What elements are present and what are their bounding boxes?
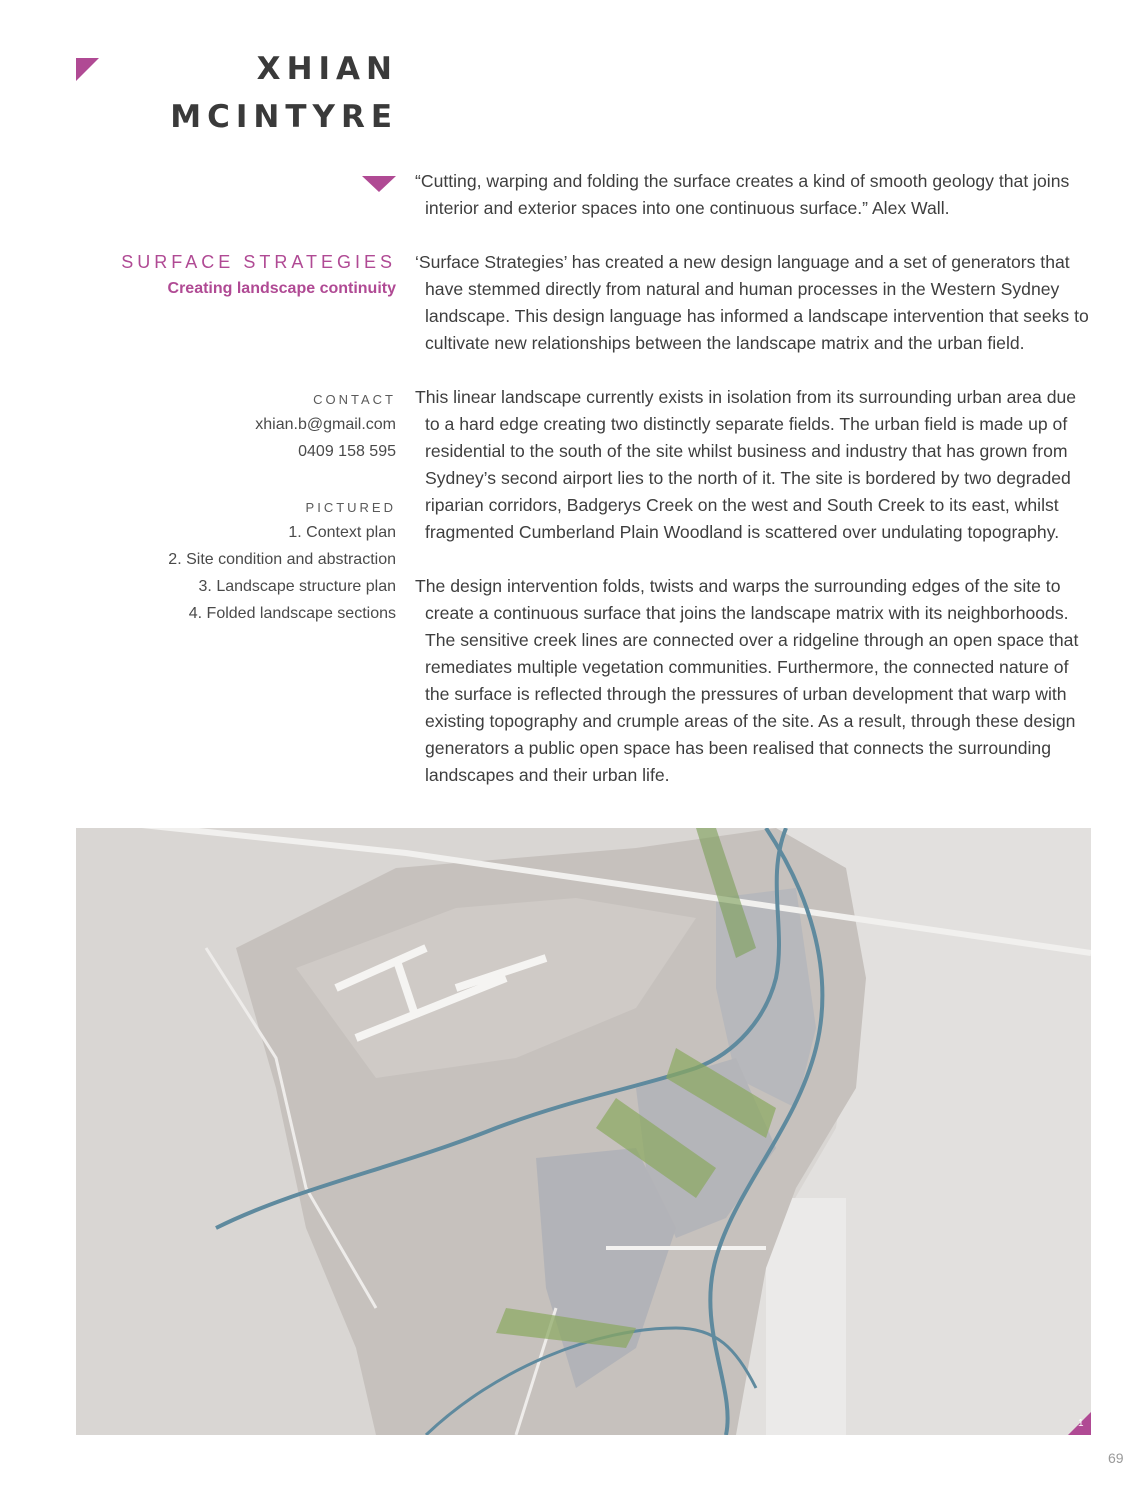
body-text (415, 168, 1095, 816)
contact-heading: CONTACT (313, 392, 396, 407)
author-last-name: MCINTYRE (170, 99, 398, 135)
context-plan-map (76, 828, 1091, 1435)
contact-phone: 0409 158 595 (298, 443, 396, 460)
context-plan-figure (76, 828, 1091, 1435)
pictured-item: 2. Site condition and abstraction (168, 551, 396, 568)
corner-triangle-marker (76, 58, 99, 81)
project-subtitle: Creating landscape continuity (167, 280, 396, 297)
project-title: SURFACE STRATEGIES (121, 252, 396, 272)
opening-quote: “Cutting, warping and folding the surface creates a kind of smooth geology that joins interior and exterior spaces into one continuous surface.” Alex Wall. (415, 171, 1070, 218)
author-first-name: XHIAN (256, 51, 398, 87)
figure-number: 1 (1078, 1418, 1084, 1429)
body-paragraph: The design intervention folds, twists and warps the surrounding edges of the site to create a continuous surface that joins the landscape matrix with its neighborhoods. The sensitive creek lines are connected over a ridgeline through an open space that remediates multiple vegetation communities. Furthermore, the connected nature of the surface is reflected through the pressures of urban development that warp with existing topography and crumple areas of the site. As a result, through these design generators a public open space has been realised that connects the surrounding landscapes and their urban life. (415, 576, 1079, 785)
body-paragraph: This linear landscape currently exists in isolation from its surrounding urban area due to a hard edge creating two distinctly separate fields. The urban field is made up of residential to the south of the site whilst business and industry that has grown from Sydney’s second airport lies to the north of it. The site is bordered by two degraded riparian corridors, Badgerys Creek on the west and South Creek to its east, whilst fragmented Cumberland Plain Woodland is scattered over undulating topography. (415, 387, 1077, 542)
pictured-heading: PICTURED (305, 500, 396, 515)
body-paragraph: ‘Surface Strategies’ has created a new design language and a set of generators that have stemmed directly from natural and human processes in the Western Sydney landscape. This design language has informed a landscape intervention that seeks to cultivate new relationships between the landscape matrix and the urban field. (415, 252, 1089, 353)
contact-email[interactable]: xhian.b@gmail.com (255, 416, 396, 433)
pictured-item: 1. Context plan (288, 524, 396, 541)
pictured-item: 4. Folded landscape sections (188, 605, 396, 622)
quote-triangle-marker (362, 176, 396, 192)
pictured-item: 3. Landscape structure plan (198, 578, 396, 595)
page-number: 69 (1108, 1450, 1124, 1466)
